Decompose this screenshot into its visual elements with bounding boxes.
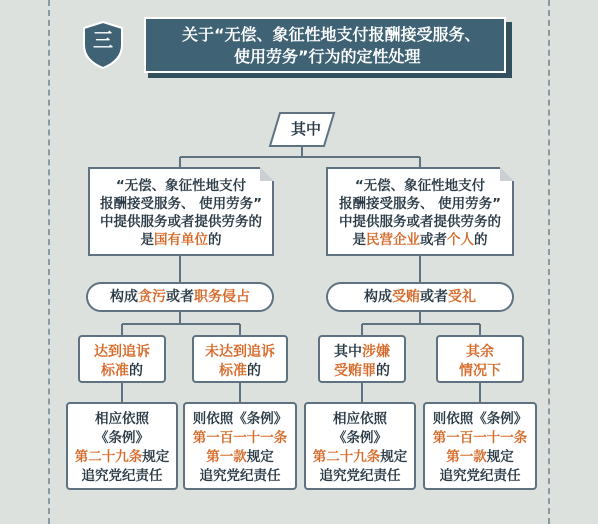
mid-suspected-bribery: 其中涉嫌 受贿罪的 [318,335,406,383]
note-fold [500,167,514,181]
highlight-state-owned: 国有单位 [154,232,208,248]
title-line-1: 关于“无偿、象征性地支付报酬接受服务、 [182,25,481,44]
result-article-29-left: 相应依照 《条例》 第二十九条规定 追究党纪责任 [66,402,178,490]
section-number: 三 [93,28,113,52]
root-label: 其中 [290,120,321,138]
mid-reach-standard: 达到追诉 标准的 [78,335,166,383]
pill-embezzlement: 构成贪污或者职务侵占 [86,282,274,312]
highlight-individual: 个人 [447,232,474,248]
pill-bribery: 构成受贿或者受礼 [326,282,514,312]
highlight-private: 民营企业 [366,232,420,248]
mid-other-cases: 其余 情况下 [436,335,524,383]
mid-not-reach-standard: 未达到追诉 标准的 [192,335,288,383]
title-line-2: 使用劳务”行为的定性处理 [234,47,421,66]
note-state-owned: “无偿、象征性地支付 报酬接受服务、 使用劳务” 中提供服务或者提供劳务的 是国有单位的 [88,167,274,256]
note-fold [260,167,274,181]
result-article-111-right: 则依照《条例》 第一百一十一条 第一款规定 追究党纪责任 [423,402,537,490]
note-private: “无偿、象征性地支付 报酬接受服务、 使用劳务” 中提供服务或者提供劳务的 是民营企业或者个人的 [326,167,514,256]
result-article-29-right: 相应依照 《条例》 第二十九条规定 追究党纪责任 [304,402,416,490]
result-article-111-left: 则依照《条例》 第一百一十一条 第一款规定 追究党纪责任 [183,402,297,490]
